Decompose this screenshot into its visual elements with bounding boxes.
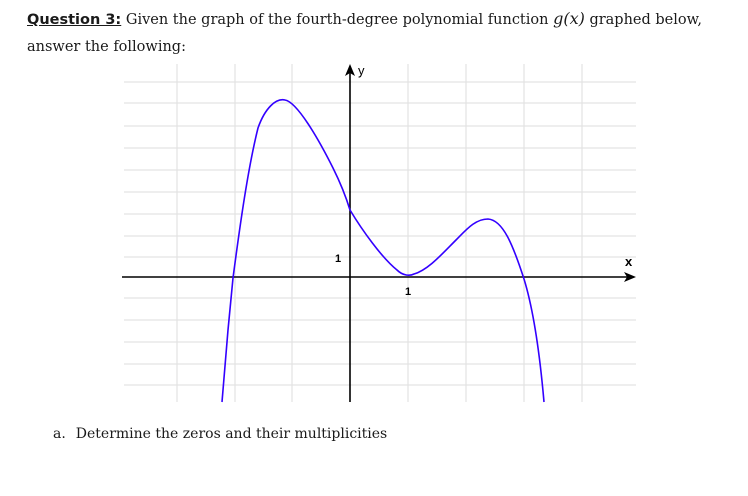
part-a-letter: a. [53, 426, 66, 442]
y-axis-label: y [358, 63, 365, 78]
x-tick-label: 1 [405, 286, 412, 298]
question-text-after: graphed below, answer the following: [27, 12, 702, 55]
x-axis-label: x [625, 254, 633, 269]
y-axis [345, 64, 355, 402]
function-name: g [553, 9, 564, 28]
question-text-before: Given the graph of the fourth-degree polynomial function [121, 12, 554, 28]
polynomial-curve [222, 100, 544, 402]
x-axis [122, 272, 636, 282]
part-a-text: Determine the zeros and their multiplicities [75, 426, 388, 442]
question-label: Question 3: [27, 12, 122, 28]
grid [124, 64, 636, 402]
function-arg: (x) [563, 9, 585, 28]
y-tick-label: 1 [335, 253, 342, 265]
part-a [53, 426, 387, 442]
